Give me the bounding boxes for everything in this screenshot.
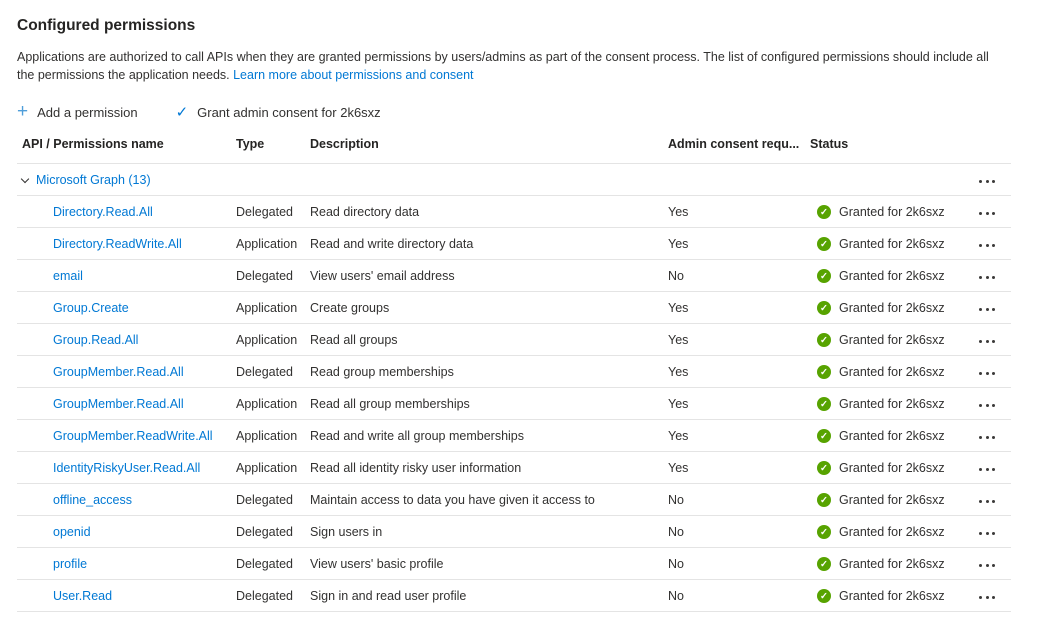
- admin-consent-required: No: [668, 260, 810, 292]
- permission-name-link[interactable]: GroupMember.Read.All: [53, 364, 184, 379]
- admin-consent-required: Yes: [668, 388, 810, 420]
- check-circle-icon: ✓: [817, 589, 831, 603]
- check-circle-icon: ✓: [817, 301, 831, 315]
- permission-name-link[interactable]: Group.Read.All: [53, 332, 139, 347]
- admin-consent-required: No: [668, 484, 810, 516]
- status-text: Granted for 2k6sxz: [839, 525, 945, 540]
- permission-row: [17, 484, 1011, 516]
- api-group-link[interactable]: Microsoft Graph (13): [36, 172, 151, 187]
- permission-name-link[interactable]: Group.Create: [53, 300, 129, 315]
- permission-description: Read group memberships: [310, 356, 668, 388]
- ellipsis-menu-icon[interactable]: [977, 176, 997, 187]
- permission-description: Create groups: [310, 292, 668, 324]
- permission-type: Delegated: [236, 356, 310, 388]
- status-badge: [810, 557, 945, 571]
- ellipsis-menu-icon[interactable]: [977, 432, 997, 443]
- permission-type: Application: [236, 388, 310, 420]
- permission-name-link[interactable]: User.Read: [53, 588, 113, 603]
- status-text: Granted for 2k6sxz: [839, 365, 945, 380]
- admin-consent-required: No: [668, 580, 810, 612]
- plus-icon: +: [17, 100, 29, 122]
- ellipsis-menu-icon[interactable]: [977, 368, 997, 379]
- permission-type: Delegated: [236, 580, 310, 612]
- check-circle-icon: ✓: [817, 525, 831, 539]
- toolbar: [17, 100, 1011, 122]
- permission-name-link[interactable]: openid: [53, 524, 91, 539]
- grant-admin-consent-label: Grant admin consent for 2k6sxz: [197, 105, 381, 120]
- check-circle-icon: ✓: [817, 365, 831, 379]
- ellipsis-menu-icon[interactable]: [977, 560, 997, 571]
- permission-description: View users' basic profile: [310, 548, 668, 580]
- permission-row: [17, 292, 1011, 324]
- permission-description: Read all groups: [310, 324, 668, 356]
- permission-type: Delegated: [236, 196, 310, 228]
- permission-description: Read all identity risky user information: [310, 452, 668, 484]
- check-icon: ✓: [175, 103, 189, 121]
- column-header-admin-consent: Admin consent requ...: [668, 131, 810, 164]
- permission-description: Read and write directory data: [310, 228, 668, 260]
- permission-description: Sign users in: [310, 516, 668, 548]
- admin-consent-required: No: [668, 548, 810, 580]
- ellipsis-menu-icon[interactable]: [977, 336, 997, 347]
- permission-row: [17, 324, 1011, 356]
- permission-description: Read and write all group memberships: [310, 420, 668, 452]
- admin-consent-required: Yes: [668, 324, 810, 356]
- ellipsis-menu-icon[interactable]: [977, 528, 997, 539]
- permission-name-link[interactable]: Directory.ReadWrite.All: [53, 236, 182, 251]
- column-header-type: Type: [236, 131, 310, 164]
- status-text: Granted for 2k6sxz: [839, 493, 945, 508]
- permission-row: [17, 452, 1011, 484]
- add-permission-label: Add a permission: [37, 105, 138, 120]
- status-badge: [810, 525, 945, 539]
- check-circle-icon: ✓: [817, 397, 831, 411]
- permission-type: Application: [236, 324, 310, 356]
- column-header-name: API / Permissions name: [17, 131, 236, 164]
- ellipsis-menu-icon[interactable]: [977, 208, 997, 219]
- description-text: Applications are authorized to call APIs when they are granted permissions by users/admins as part of the consent process. The list of configured permissions should include all the permissions the application needs.: [17, 50, 989, 82]
- status-badge: [810, 301, 945, 315]
- status-badge: [810, 269, 945, 283]
- permission-name-link[interactable]: profile: [53, 556, 88, 571]
- check-circle-icon: ✓: [817, 461, 831, 475]
- ellipsis-menu-icon[interactable]: [977, 592, 997, 603]
- permission-name-link[interactable]: GroupMember.ReadWrite.All: [53, 428, 213, 443]
- permission-name-link[interactable]: IdentityRiskyUser.Read.All: [53, 460, 201, 475]
- permission-description: Read directory data: [310, 196, 668, 228]
- table-header-row: [17, 131, 1011, 164]
- permission-type: Application: [236, 452, 310, 484]
- permission-name-link[interactable]: email: [53, 268, 83, 283]
- ellipsis-menu-icon[interactable]: [977, 464, 997, 475]
- admin-consent-required: Yes: [668, 356, 810, 388]
- permission-name-link[interactable]: GroupMember.Read.All: [53, 396, 184, 411]
- check-circle-icon: ✓: [817, 237, 831, 251]
- check-circle-icon: ✓: [817, 333, 831, 347]
- status-text: Granted for 2k6sxz: [839, 269, 945, 284]
- status-badge: [810, 365, 945, 379]
- admin-consent-required: Yes: [668, 228, 810, 260]
- permission-row: [17, 388, 1011, 420]
- permission-row: [17, 548, 1011, 580]
- check-circle-icon: ✓: [817, 429, 831, 443]
- permission-type: Application: [236, 292, 310, 324]
- permission-name-link[interactable]: Directory.Read.All: [53, 204, 153, 219]
- status-badge: [810, 333, 945, 347]
- admin-consent-required: Yes: [668, 196, 810, 228]
- permission-row: [17, 228, 1011, 260]
- admin-consent-required: Yes: [668, 420, 810, 452]
- column-header-menu: [960, 131, 1011, 164]
- permission-row: [17, 420, 1011, 452]
- permission-row: [17, 516, 1011, 548]
- permission-type: Delegated: [236, 484, 310, 516]
- permission-description: View users' email address: [310, 260, 668, 292]
- permissions-table: [17, 131, 1011, 612]
- column-header-description: Description: [310, 131, 668, 164]
- admin-consent-required: Yes: [668, 292, 810, 324]
- permission-description: Sign in and read user profile: [310, 580, 668, 612]
- check-circle-icon: ✓: [817, 493, 831, 507]
- page-description: [17, 49, 1009, 84]
- check-circle-icon: ✓: [817, 269, 831, 283]
- permission-type: Delegated: [236, 516, 310, 548]
- status-text: Granted for 2k6sxz: [839, 589, 945, 604]
- status-text: Granted for 2k6sxz: [839, 429, 945, 444]
- status-badge: [810, 429, 945, 443]
- page-title: Configured permissions: [17, 17, 196, 34]
- permission-type: Application: [236, 420, 310, 452]
- api-group-cell: [17, 164, 960, 196]
- admin-consent-required: No: [668, 516, 810, 548]
- add-permission-button[interactable]: [17, 100, 138, 122]
- status-text: Granted for 2k6sxz: [839, 333, 945, 348]
- status-text: Granted for 2k6sxz: [839, 397, 945, 412]
- permission-row: [17, 580, 1011, 612]
- admin-consent-required: Yes: [668, 452, 810, 484]
- status-badge: [810, 461, 945, 475]
- permission-row: [17, 196, 1011, 228]
- ellipsis-menu-icon[interactable]: [977, 240, 997, 251]
- ellipsis-menu-icon[interactable]: [977, 304, 997, 315]
- status-badge: [810, 589, 945, 603]
- row-menu-cell: [960, 164, 1011, 196]
- permission-name-link[interactable]: offline_access: [53, 492, 132, 507]
- api-group-row: [17, 164, 1011, 196]
- status-text: Granted for 2k6sxz: [839, 237, 945, 252]
- status-text: Granted for 2k6sxz: [839, 557, 945, 572]
- permission-type: Application: [236, 228, 310, 260]
- status-text: Granted for 2k6sxz: [839, 301, 945, 316]
- ellipsis-menu-icon[interactable]: [977, 400, 997, 411]
- status-badge: [810, 237, 945, 251]
- status-badge: [810, 397, 945, 411]
- status-badge: [810, 205, 945, 219]
- permission-description: Maintain access to data you have given it access to: [310, 484, 668, 516]
- status-badge: [810, 493, 945, 507]
- permission-type: Delegated: [236, 548, 310, 580]
- column-header-status: Status: [810, 131, 960, 164]
- learn-more-link[interactable]: Learn more about permissions and consent: [233, 67, 474, 82]
- permission-row: [17, 356, 1011, 388]
- permission-type: Delegated: [236, 260, 310, 292]
- check-circle-icon: ✓: [817, 205, 831, 219]
- chevron-down-icon[interactable]: [21, 174, 29, 182]
- status-text: Granted for 2k6sxz: [839, 205, 945, 220]
- status-text: Granted for 2k6sxz: [839, 461, 945, 476]
- permission-description: Read all group memberships: [310, 388, 668, 420]
- ellipsis-menu-icon[interactable]: [977, 272, 997, 283]
- permission-row: [17, 260, 1011, 292]
- check-circle-icon: ✓: [817, 557, 831, 571]
- grant-admin-consent-button[interactable]: [176, 105, 381, 120]
- ellipsis-menu-icon[interactable]: [977, 496, 997, 507]
